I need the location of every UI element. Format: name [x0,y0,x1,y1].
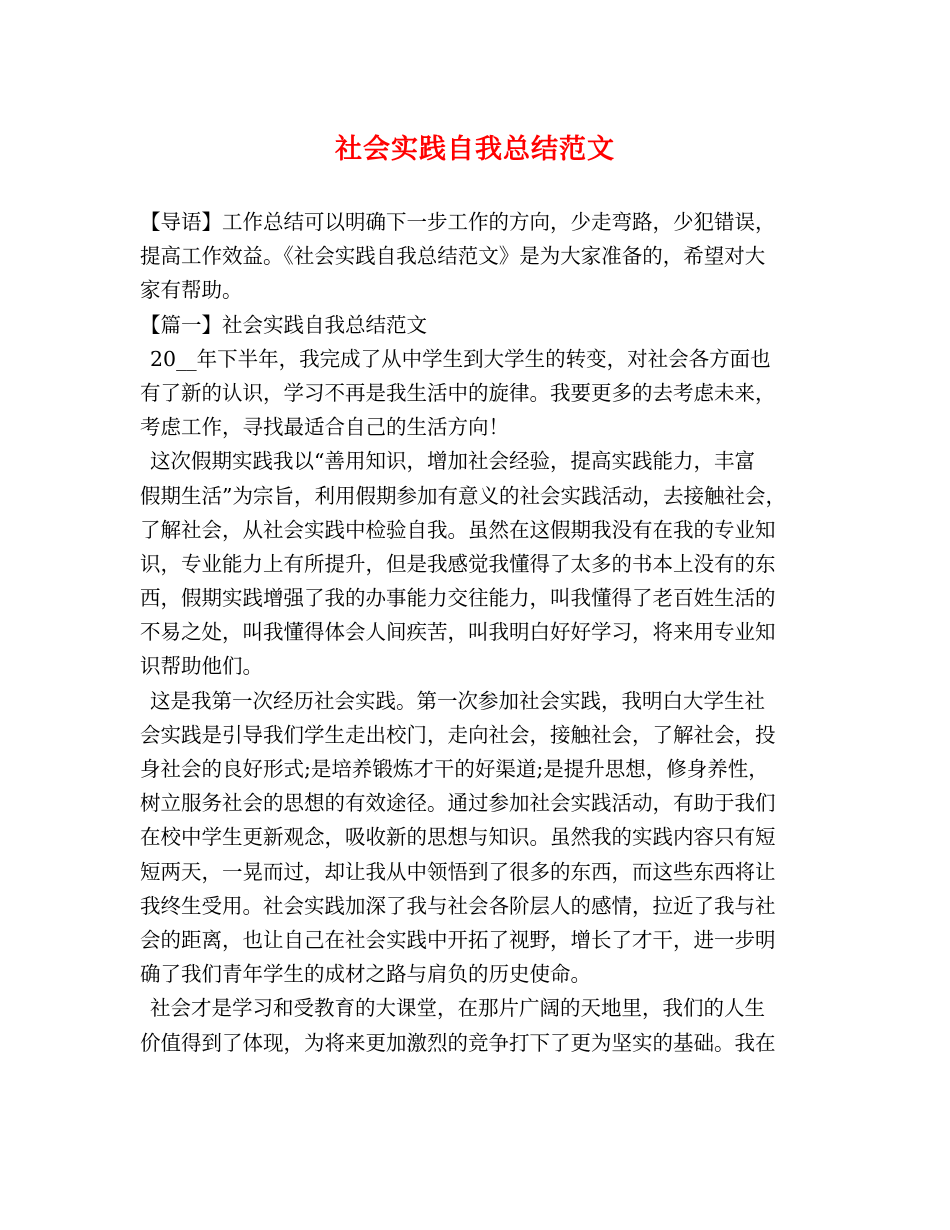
text-line: 这次假期实践我以“善用知识，增加社会经验，提高实践能力，丰富 [150,449,755,474]
text-line: 识，专业能力上有所提升，但是我感觉我懂得了太多的书本上没有的东 [140,551,776,576]
document-body [140,205,830,1060]
text-line: 西，假期实践增强了我的办事能力交往能力，叫我懂得了老百姓生活的 [140,586,776,611]
text-line: 确了我们青年学生的成材之路与肩负的历史使命。 [140,962,591,987]
text-line: 价值得到了体现，为将来更加激烈的竞争打下了更为坚实的基础。我在 [140,1030,776,1055]
text-line: 树立服务社会的思想的有效途径。通过参加社会实践活动，有助于我们 [140,791,776,816]
text-line: 有了新的认识，学习不再是我生活中的旋律。我要更多的去考虑未来， [140,380,776,405]
text-line: 了解社会，从社会实践中检验自我。虽然在这假期我没有在我的专业知 [140,517,776,542]
text-line: 不易之处，叫我懂得体会人间疾苦，叫我明白好好学习，将来用专业知 [140,620,776,645]
text-line: 社会才是学习和受教育的大课堂，在那片广阔的天地里，我们的人生 [150,996,765,1021]
document-title: 社会实践自我总结范文 [335,134,615,165]
text-line: 20__年下半年，我完成了从中学生到大学生的转变，对社会各方面也 [150,346,771,371]
text-line: 身社会的良好形式;是培养锻炼才干的好渠道;是提升思想，修身养性， [140,757,769,781]
text-line: 提高工作效益。《社会实践自我总结范文》是为大家准备的，希望对大 [140,244,766,269]
text-line: 考虑工作，寻找最适合自己的生活方向！ [140,415,509,440]
text-line: 会的距离，也让自己在社会实践中开拓了视野，增长了才干，进一步明 [140,927,776,952]
text-line: 假期生活”为宗旨，利用假期参加有意义的社会实践活动，去接触社会， [140,483,786,508]
text-line: 家有帮助。 [140,278,243,303]
text-line: 我终生受用。社会实践加深了我与社会各阶层人的感情，拉近了我与社 [140,893,776,918]
text-line: 【导语】工作总结可以明确下一步工作的方向，少走弯路，少犯错误， [140,210,776,234]
text-line: 在校中学生更新观念，吸收新的思想与知识。虽然我的实践内容只有短 [140,825,776,850]
text-line: 识帮助他们。 [140,654,263,679]
text-line: 会实践是引导我们学生走出校门，走向社会，接触社会，了解社会，投 [140,722,776,747]
text-line: 短两天，一晃而过，却让我从中领悟到了很多的东西，而这些东西将让 [140,859,776,884]
text-line: 这是我第一次经历社会实践。第一次参加社会实践，我明白大学生社 [150,688,765,713]
section-heading: 【篇一】社会实践自我总结范文 [140,312,427,337]
